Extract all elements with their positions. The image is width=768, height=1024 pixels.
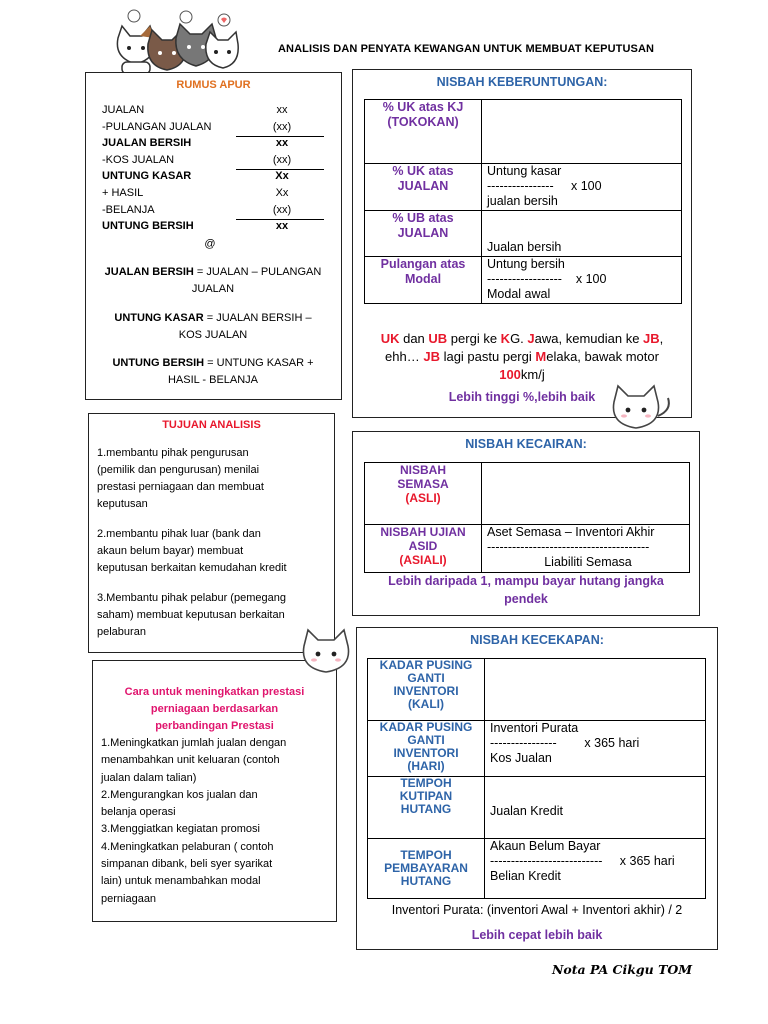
rumus-row-value: Xx — [275, 170, 289, 183]
nisbah-ujian-asid-label: NISBAH UJIAN ASID (ASIALI) — [365, 525, 482, 573]
tempoh-pembayaran-label: TEMPOH PEMBAYARAN HUTANG — [368, 839, 485, 899]
rumus-row-label: JUALAN — [102, 104, 145, 116]
tujuan-line: 3.Membantu pihak pelabur (pemegang — [97, 592, 286, 604]
tempoh-kutipan-label: TEMPOH KUTIPAN HUTANG — [368, 777, 485, 839]
kecekapan-note: Lebih cepat lebih baik — [471, 928, 603, 942]
rumus-row-value: (xx) — [272, 203, 292, 216]
cara-line: simpanan dibank, beli syer syarikat — [101, 858, 273, 871]
formula-untung-bersih — [88, 355, 338, 389]
rumus-row-value: Xx — [275, 187, 289, 199]
rumus-row-value: (xx) — [272, 120, 292, 133]
tujuan-line: akaun belum bayar) membuat — [97, 545, 244, 557]
cat-sticker-icon — [604, 380, 676, 432]
rumus-row-value: (xx) — [272, 153, 292, 166]
mnemonic-run: lagi pastu pergi — [439, 349, 536, 364]
tempoh-kutipan-formula: Jualan Kredit — [485, 777, 706, 839]
cara-lines — [101, 735, 286, 908]
cats-illustration — [110, 8, 240, 78]
inventori-purata-formula: Inventori Purata: (inventori Awal + Inventori akhir) / 2 — [391, 903, 683, 917]
f3-line2: HASIL - BELANJA — [167, 374, 259, 386]
tujuan-line: (pemilik dan pengurusan) menilai — [97, 464, 260, 476]
f2-rest: = JUALAN BERSIH – — [203, 312, 312, 324]
cara-line: menambahkan unit keluaran (contoh — [101, 754, 280, 767]
pulangan-atas-modal-formula: Untung bersih ------------------ x 100 Modal awal — [482, 257, 682, 304]
mnemonic-run: G. — [510, 331, 528, 346]
mnemonic — [355, 330, 689, 384]
tujuan-line: prestasi perniagaan dan membuat — [97, 481, 264, 493]
cara-heading-line: perbandingan Prestasi — [155, 720, 274, 732]
uk-atas-jualan-label: % UK atas JUALAN — [365, 164, 482, 211]
rumus-row-label: JUALAN BERSIH — [102, 137, 192, 150]
uk-atas-kj-label: % UK atas KJ (TOKOKAN) — [365, 100, 482, 164]
kecairan-note: Lebih daripada 1, mampu bayar hutang jangka pendek — [388, 574, 664, 606]
f1-line2: JUALAN — [191, 283, 235, 295]
mnemonic-line-2 — [355, 348, 689, 366]
mnemonic-run: JB — [423, 349, 440, 364]
f2-line2: KOS JUALAN — [178, 329, 248, 341]
f2-bold: UNTUNG KASAR — [114, 312, 204, 324]
cara-line: 1.Meningkatkan jumlah jualan dengan — [101, 737, 287, 749]
cara-line: lain) untuk menambahkan modal — [101, 875, 261, 888]
keberuntungan-note: Lebih tinggi %,lebih baik — [448, 390, 596, 404]
kecairan-heading: NISBAH KECAIRAN: — [465, 437, 587, 451]
nisbah-semasa-formula — [482, 463, 690, 525]
mnemonic-run: , — [659, 331, 664, 346]
rumus-row-label: UNTUNG KASAR — [102, 170, 192, 183]
rumus-row-value: xx — [276, 104, 288, 116]
cara-heading — [92, 684, 337, 735]
ub-atas-jualan-formula: Jualan bersih — [482, 211, 682, 257]
nisbah-ujian-asid-formula: Aset Semasa – Inventori Akhir --------------------------------------- Liabiliti Semasa — [482, 525, 690, 573]
tujuan-line: pelaburan — [97, 626, 146, 638]
mnemonic-run: dan — [399, 331, 429, 346]
rumus-row-label: UNTUNG BERSIH — [102, 220, 194, 233]
tujuan-point-3 — [97, 590, 286, 641]
keberuntungan-heading: NISBAH KEBERUNTUNGAN: — [436, 75, 608, 89]
cat-sticker-icon — [296, 626, 360, 674]
signature: Nota PA Cikgu TOM — [552, 962, 693, 977]
kecekapan-heading: NISBAH KECEKAPAN: — [470, 633, 604, 647]
page-title: ANALISIS DAN PENYATA KEWANGAN UNTUK MEMBUAT KEPUTUSAN — [278, 43, 655, 55]
rumus-row-label: -BELANJA — [102, 203, 155, 216]
rumus-row-label: -KOS JUALAN — [102, 153, 175, 166]
mnemonic-run: UK — [380, 331, 400, 346]
cara-heading-line: perniagaan berdasarkan — [150, 703, 279, 715]
tujuan-point-2 — [97, 526, 287, 577]
cara-line: 4.Meningkatkan pelaburan ( contoh — [101, 840, 274, 853]
f3-bold: UNTUNG BERSIH — [112, 357, 205, 369]
mnemonic-run: UB — [428, 331, 448, 346]
mnemonic-run: elaka, bawak motor — [546, 349, 659, 364]
mnemonic-run: ehh… — [385, 349, 424, 364]
uk-atas-kj-formula — [482, 100, 682, 164]
rumus-row-label: + HASIL — [102, 187, 144, 199]
mnemonic-run: J — [527, 331, 535, 346]
mnemonic-run: pergi ke — [447, 331, 501, 346]
keberuntungan-table — [364, 99, 682, 304]
uk-atas-jualan-formula: Untung kasar ---------------- x 100 jualan bersih — [482, 164, 682, 211]
cara-line: 2.Mengurangkan kos jualan dan — [101, 788, 258, 801]
tujuan-line: 1.membantu pihak pengurusan — [97, 447, 249, 459]
cara-line: 3.Menggiatkan kegiatan promosi — [101, 823, 260, 836]
kecairan-table — [364, 462, 690, 573]
kecekapan-table — [367, 658, 706, 899]
rumus-row-label: -PULANGAN JUALAN — [102, 120, 212, 133]
kadar-pusing-kali-label: KADAR PUSING GANTI INVENTORI (KALI) — [368, 659, 485, 721]
tujuan-line: saham) membuat keputusan berkaitan — [97, 609, 285, 621]
tempoh-pembayaran-formula: Akaun Belum Bayar --------------------------- x 365 hari Belian Kredit — [485, 839, 706, 899]
rumus-apur-heading: RUMUS APUR — [176, 79, 251, 91]
formula-untung-kasar — [88, 310, 338, 344]
mnemonic-line-1 — [355, 330, 689, 348]
mnemonic-run: 100 — [499, 367, 521, 382]
pulangan-atas-modal-label: Pulangan atas Modal — [365, 257, 482, 304]
f1-rest: = JUALAN – PULANGAN — [193, 266, 322, 278]
tujuan-heading: TUJUAN ANALISIS — [162, 419, 261, 431]
mnemonic-run: JB — [643, 331, 660, 346]
mnemonic-run: awa, kemudian ke — [534, 331, 644, 346]
f1-bold: JUALAN BERSIH — [104, 266, 194, 278]
rumus-at: @ — [204, 238, 216, 250]
tujuan-line: keputusan berkaitan kemudahan kredit — [97, 562, 287, 574]
mnemonic-run: km/j — [520, 367, 545, 382]
rumus-row-value: xx — [275, 220, 289, 233]
ub-atas-jualan-label: % UB atas JUALAN — [365, 211, 482, 257]
mnemonic-run: M — [535, 349, 547, 364]
cara-line: jualan dalam talian) — [101, 771, 197, 784]
cara-line: belanja operasi — [101, 806, 176, 819]
f3-rest: = UNTUNG KASAR + — [204, 357, 314, 369]
tujuan-line: keputusan — [97, 498, 148, 510]
tujuan-point-1 — [97, 445, 264, 513]
formula-jualan-bersih — [88, 264, 338, 298]
cara-line: perniagaan — [101, 892, 157, 905]
mnemonic-run: K — [500, 331, 511, 346]
cara-heading-line: Cara untuk meningkatkan prestasi — [124, 686, 305, 698]
nisbah-semasa-label: NISBAH SEMASA (ASLI) — [365, 463, 482, 525]
rumus-row-value: xx — [275, 137, 289, 150]
kadar-pusing-hari-formula: Inventori Purata ---------------- x 365 hari Kos Jualan — [485, 721, 706, 777]
tujuan-line: 2.membantu pihak luar (bank dan — [97, 528, 261, 540]
kadar-pusing-kali-formula — [485, 659, 706, 721]
kadar-pusing-hari-label: KADAR PUSING GANTI INVENTORI (HARI) — [368, 721, 485, 777]
